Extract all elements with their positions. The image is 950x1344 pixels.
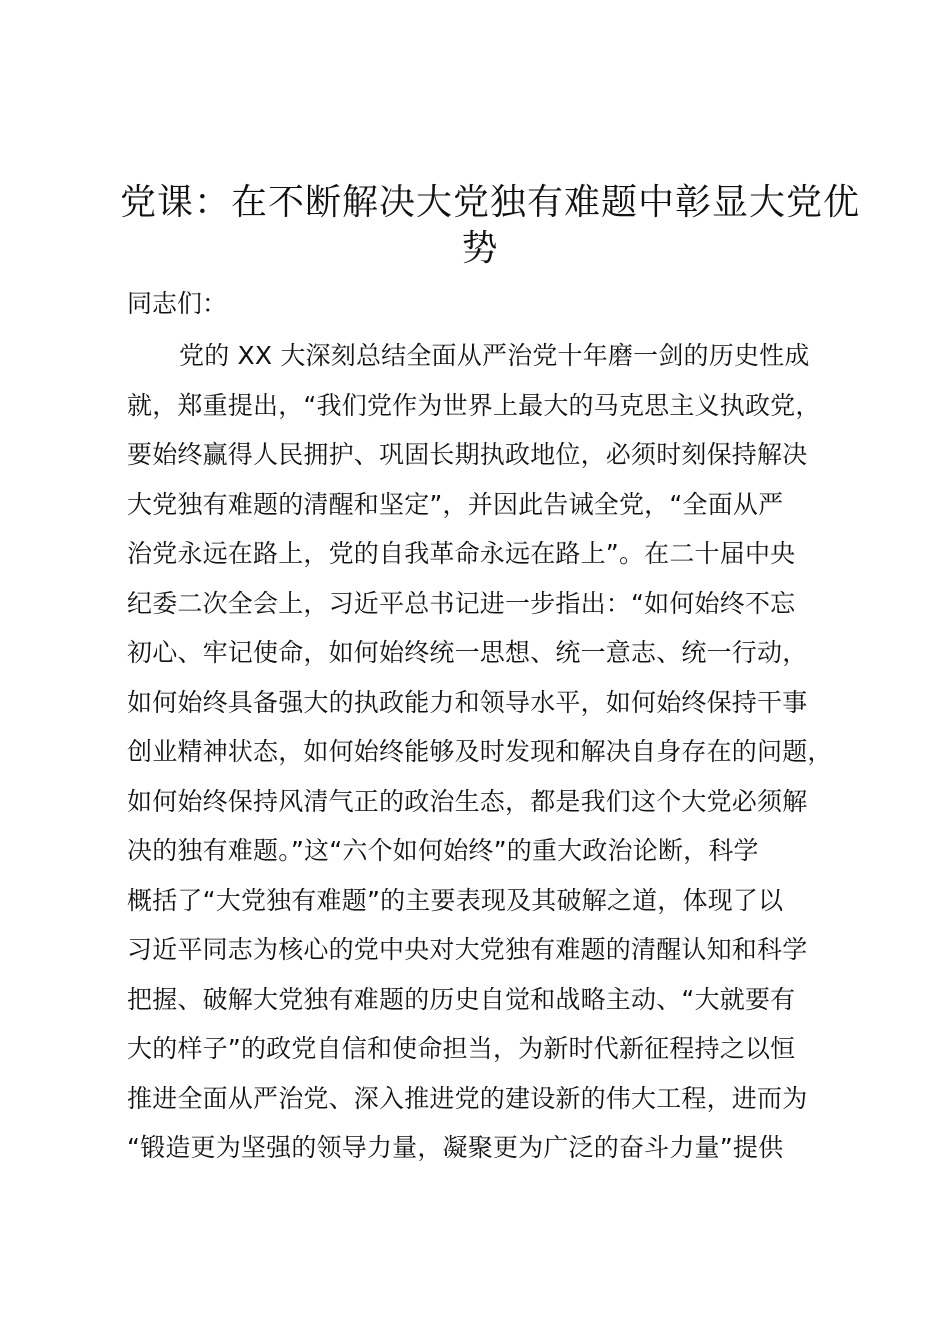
body-line: 决的独有难题。”这“六个如何始终”的重大政治论断，科学: [127, 836, 759, 865]
body-line: 习近平同志为核心的党中央对大党独有难题的清醒认知和科学: [127, 935, 808, 964]
body-line: 大党独有难题的清醒和坚定”，并因此告诫全党，“全面从严: [127, 489, 784, 519]
body-line: 党的 XX 大深刻总结全面从严治党十年磨一剑的历史性成: [179, 341, 810, 370]
title-line-1: 党课：在不断解决大党独有难题中彰显大党优: [120, 182, 861, 223]
salutation: 同志们：: [127, 289, 228, 318]
body-line: 推进全面从严治党、深入推进党的建设新的伟大工程，进而为: [127, 1083, 808, 1113]
body-line: 把握、破解大党独有难题的历史自觉和战略主动、“大就要有: [127, 984, 796, 1014]
body-line: “锻造更为坚强的领导力量，凝聚更为广泛的奋斗力量”提供: [127, 1133, 784, 1162]
body-paragraph: [127, 336, 852, 1178]
body-line: 治党永远在路上，党的自我革命永远在路上”。在二十届中央: [127, 539, 796, 568]
body-line: 创业精神状态，如何始终能够及时发现和解决自身存在的问题，: [127, 737, 833, 766]
body-line: 概括了“大党独有难题”的主要表现及其破解之道，体现了以: [127, 885, 784, 915]
body-line: 就，郑重提出，“我们党作为世界上最大的马克思主义执政党，: [127, 390, 821, 420]
body-line: 大的样子”的政党自信和使命担当，为新时代新征程持之以恒: [127, 1034, 796, 1063]
body-line: 如何始终保持风清气正的政治生态，都是我们这个大党必须解: [127, 786, 808, 816]
body-line: 如何始终具备强大的执政能力和领导水平，如何始终保持干事: [127, 687, 808, 717]
body-line: 纪委二次全会上，习近平总书记进一步指出：“如何始终不忘: [127, 588, 796, 618]
title-line-2: 势: [461, 228, 499, 269]
document-title: [120, 180, 861, 272]
body-line: 初心、牢记使命，如何始终统一思想、统一意志、统一行动，: [127, 638, 808, 667]
body-line: 要始终赢得人民拥护、巩固长期执政地位，必须时刻保持解决: [127, 440, 808, 469]
